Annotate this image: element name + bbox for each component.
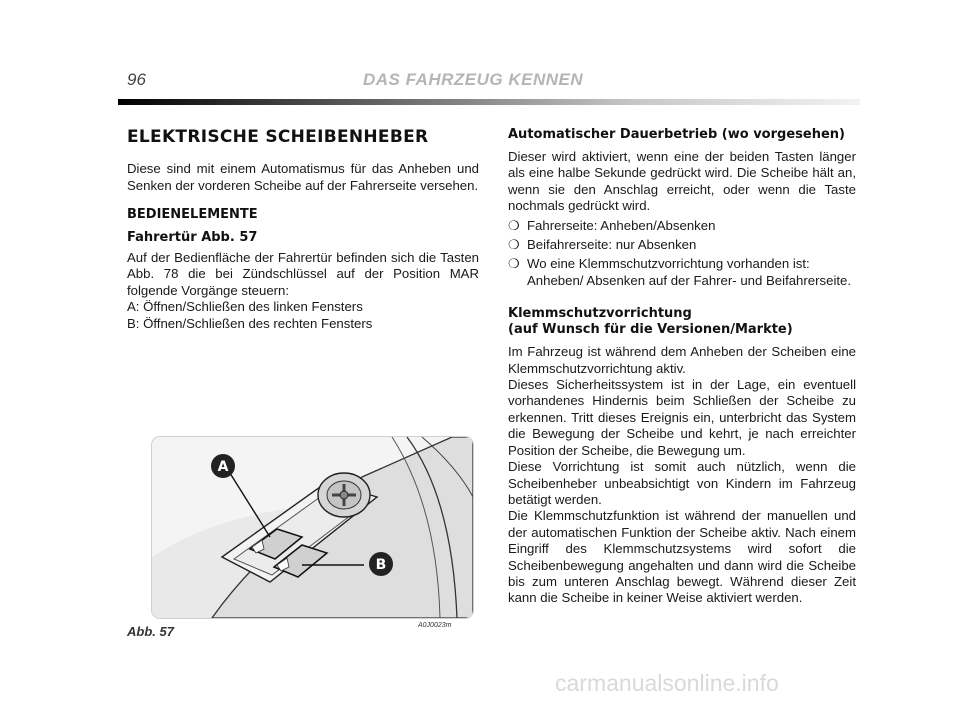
window-switch-illustration	[152, 437, 473, 618]
callout-b-label: B	[375, 557, 387, 573]
button-b-description: B: Öffnen/Schließen des rechten Fensters	[127, 315, 373, 331]
anti-pinch-paragraph-1: Im Fahrzeug ist während dem Anheben der Scheiben eine Klemmschutzvorrichtung aktiv.	[508, 344, 856, 376]
auto-mode-heading: Automatischer Dauerbetrieb (wo vorgesehen)	[508, 127, 845, 142]
bullet-marker: ❍	[508, 237, 520, 253]
figure-label: Abb. 57	[127, 624, 174, 639]
running-title: DAS FAHRZEUG KENNEN	[363, 70, 584, 89]
page-number: 96	[127, 70, 146, 89]
anti-pinch-paragraph-3: Diese Vorrichtung ist somit auch nützlich, wenn die Scheibenheber unbeabsichtigt von Kindern im Fahrzeug betätigt werden.	[508, 459, 856, 507]
auto-mode-list	[508, 218, 856, 290]
list-item: ❍ Wo eine Klemmschutzvorrichtung vorhanden ist: Anheben/ Absenken auf der Fahrer- und Beifahrerseite.	[508, 256, 852, 288]
right-column	[508, 127, 856, 607]
intro-paragraph: Diese sind mit einem Automatismus für das Anheben und Senken der vorderen Scheibe auf der Fahrerseite versehen.	[127, 161, 479, 193]
list-item: ❍ Beifahrerseite: nur Absenken	[508, 237, 697, 253]
figure-code: A0J0023m	[418, 622, 452, 629]
callout-b	[369, 552, 393, 576]
bullet-marker: ❍	[508, 256, 520, 272]
anti-pinch-paragraph-4: Die Klemmschutzfunktion ist während der manuellen und der automatischen Funktion der Scheibe aktiv. Nach einem Eingriff des Klemmschutzsystems wird sofort die Scheibenbewegung angehalten und dann wird die Scheibe bis zum unteren Anschlag bewegt. Während dieser Zeit kann die Scheibe in keiner Weise aktiviert werden.	[508, 508, 856, 606]
auto-mode-paragraph: Dieser wird aktiviert, wenn eine der beiden Tasten länger als eine halbe Sekunde gedrückt wird. Die Scheibe hält an, wenn sie den Anschlag erreicht, oder wenn die Taste nochmals gedrückt wird.	[508, 149, 856, 214]
controls-heading: BEDIENELEMENTE	[127, 207, 258, 223]
header-rule	[118, 99, 860, 105]
callout-a	[211, 454, 235, 478]
watermark: carmanualsonline.info	[555, 670, 779, 696]
list-item: ❍ Fahrerseite: Anheben/Absenken	[508, 217, 716, 233]
anti-pinch-heading: Klemmschutzvorrichtung (auf Wunsch für die Versionen/Markte)	[508, 306, 793, 338]
anti-pinch-paragraph-2: Dieses Sicherheitssystem ist in der Lage, ein eventuell vorhandenes Hindernis beim Schließen der Scheibe zu erkennen. Tritt dieses Ereignis ein, unterbricht das System die Bewegung der Scheibe und kehrt, je nach erreichter Position der Scheibe, die Bewegung um.	[508, 377, 856, 458]
bullet-marker: ❍	[508, 217, 520, 233]
button-a-description: A: Öffnen/Schließen des linken Fensters	[127, 299, 363, 315]
left-column	[127, 127, 479, 332]
driver-door-heading: Fahrertür Abb. 57	[127, 229, 258, 245]
driver-door-paragraph: Auf der Bedienfläche der Fahrertür befinden sich die Tasten Abb. 78 die bei Zündschlüssel auf der Position MAR folgende Vorgänge steuern:	[127, 250, 479, 298]
callout-a-label: A	[217, 459, 229, 475]
section-title: ELEKTRISCHE SCHEIBENHEBER	[127, 127, 429, 147]
figure-window-switch-panel	[151, 436, 474, 619]
mirror-control-knob	[318, 473, 370, 517]
